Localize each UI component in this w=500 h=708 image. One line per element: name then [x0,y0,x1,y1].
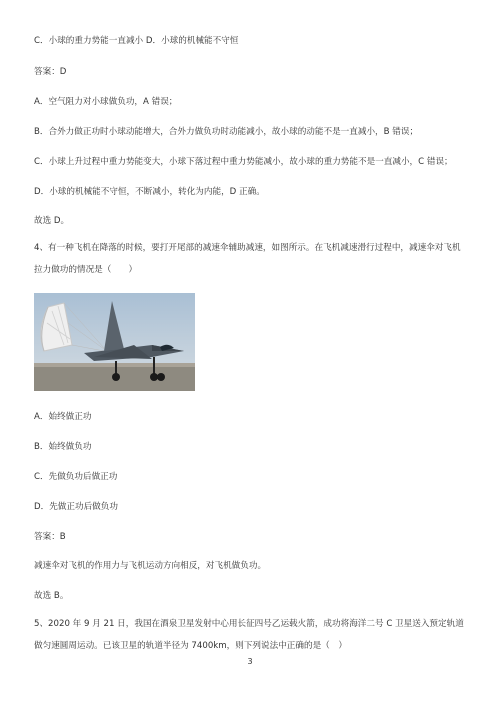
jet-illustration [34,293,195,391]
explanation-b: B．合外力做正功时小球动能增大，合外力做负功时动能减小，故小球的动能不是一直减小，B 错误； [34,127,419,137]
option-b: B．始终做负功 [34,442,92,452]
explanation-d: D．小球的机械能不守恒，不断减小，转化为内能，D 正确。 [34,187,265,197]
option-a: A．始终做正功 [34,412,92,422]
explanation-4: 减速伞对飞机的作用力与飞机运动方向相反，对飞机做负功。 [34,561,267,571]
explanation-a: A．空气阻力对小球做负功，A 错误； [34,97,178,107]
jet-with-drag-chute-photo [34,293,195,391]
question-5: 5、2020 年 9 月 21 日，我国在酒泉卫星发射中心用长征四号乙运载火箭，成功将海洋二号 C 卫星送入预定轨道做匀速圆周运动。已该卫星的轨道半径为 7400km，则下列说法中正确的是（ ） [34,619,464,651]
conclusion-line: 故选 D。 [34,216,70,226]
option-d: D．先做正功后做负功 [34,502,118,512]
explanation-c: C．小球上升过程中重力势能变大，小球下落过程中重力势能减小，故小球的重力势能不是一直减小，C 错误； [34,157,453,167]
page-number: 3 [247,657,253,666]
question-4: 4、有一种飞机在降落的时候，要打开尾部的减速伞辅助减速，如图所示。在飞机减速滑行过程中，减速伞对飞机拉力做功的情况是（ ） [34,243,461,275]
conclusion-4: 故选 B。 [34,591,69,601]
option-c: C．先做负功后做正功 [34,472,118,482]
option-c-d-line: C．小球的重力势能一直减小 D．小球的机械能不守恒 [34,36,239,46]
answer-line: 答案：D [34,67,67,77]
answer-4: 答案：B [34,532,66,542]
